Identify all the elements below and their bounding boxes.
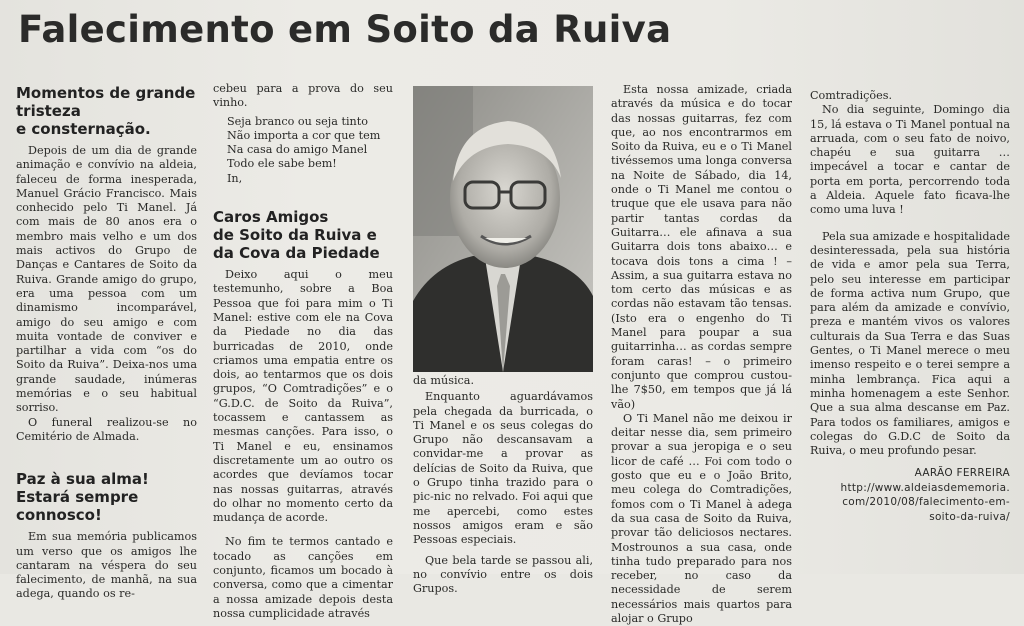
- heading-line: connosco!: [16, 506, 102, 525]
- paragraph: O funeral realizou-se no Cemitério de Almada.: [16, 415, 197, 443]
- heading-line: da Cova da Piedade: [213, 244, 380, 263]
- portrait-image: [413, 86, 593, 372]
- paragraph: Que bela tarde se passou ali, no convívio entre os dois Grupos.: [413, 553, 593, 596]
- source-url: com/2010/08/falecimento-em-: [842, 496, 1010, 509]
- heading-line: tristeza: [16, 102, 81, 120]
- heading-line: e consternação.: [16, 120, 151, 138]
- paragraph: da música.: [413, 374, 475, 387]
- author-name: AARÃO FERREIRA: [914, 467, 1010, 480]
- column-5: [810, 89, 1010, 524]
- paragraph: No fim te termos cantado e tocado as canções em conjunto, ficamos um bocado à conversa, como que a cimentar a nossa amizade depois desta nossa cumplicidade através: [213, 535, 393, 620]
- verse-line: Na casa do amigo Manel: [227, 143, 368, 157]
- heading-line: Momentos de grande: [16, 84, 196, 102]
- column-4: [611, 83, 792, 626]
- heading-line: Estará sempre: [16, 488, 139, 507]
- portrait-photo: [413, 86, 593, 372]
- heading-line: de Soito da Ruiva e: [213, 226, 377, 245]
- column-2: [213, 82, 393, 621]
- author-signature: [810, 466, 1010, 524]
- paragraph: Esta nossa amizade, criada através da música e do tocar das nossas guitarras, fez com que, ao nos encontrarmos em Soito da Ruiva, eu e o Ti Manel tivéssemos uma longa conversa na Noite de Sábado, dia 14, onde o Ti Manel me contou o truque que ele usava para não partir tantas cordas da Guitarra… ele afinava a sua Guitarra dois tons abaixo… e tocava dois tons a cima ! – Assim, a sua guitarra estava no tom certo das músicas e as cordas não estavam tão tensas. (Isto era o engenho do Ti Manel para poupar a sua guitarrinha… as cordas sempre foram caras! – o primeiro conjunto que comprou custou-lhe 7$50, em tempos que já lá vão): [611, 83, 792, 411]
- verse-line: Não importa a cor que tem: [227, 128, 381, 142]
- verse-line: In,: [227, 171, 243, 185]
- section-heading-moments: [16, 84, 197, 138]
- column-1: [16, 84, 197, 602]
- verse-line: Todo ele sabe bem!: [227, 157, 337, 171]
- heading-line: Paz à sua alma!: [16, 470, 149, 489]
- paragraph: cebeu para a prova do seu vinho.: [213, 82, 393, 110]
- paragraph: O Ti Manel não me deixou ir deitar nesse dia, sem primeiro provar a sua jeropiga e o seu licor de café … Foi com todo o gosto que eu e o João Brito, meu colega do Comtradições, fomos com o Ti Manel à adega da sua casa de Soito da Ruiva, provar tão deliciosos nectares. Mostrounos a sua casa, onde tinha tudo preparado para nos receber, no caso da necessidade de serem necessários mais quartos para alojar o Grupo: [611, 411, 792, 625]
- paragraph: Deixo aqui o meu testemunho, sobre a Boa Pessoa que foi para mim o Ti Manel: estive com ele na Cova da Piedade no dia das burricadas de 2010, onde criamos uma empatia entre os dois, ao tentarmos que os dois grupos, “O Comtradições” e o “G.D.C. de Soito da Ruiva”, tocassem e cantassem as mesmas canções. Para isso, o Ti Manel e eu, ensinamos discretamente um ao outro os acordes que devíamos tocar nas nossas guitarras, através do olhar no momento certo da mudança de acorde.: [213, 268, 393, 525]
- paragraph: Comtradições.: [810, 89, 893, 102]
- section-heading-friends: [213, 208, 393, 262]
- paragraph: Pela sua amizade e hospitalidade desinteressada, pela sua história de vida e amor pela sua Terra, pelo seu interesse em participar de forma activa num Grupo, que para além da amizade e convívio, preza e mantém vivos os valores culturais da Sua Terra e das Suas Gentes, o Ti Manel merece o meu imenso respeito e o terei sempre a minha lembrança. Fica aqui a minha homenagem a este Senhor. Que a sua alma descanse em Paz. Para todos os familiares, amigos e colegas do G.D.C de Soito da Ruiva, o meu profundo pesar.: [810, 229, 1010, 458]
- column-3: [413, 374, 593, 596]
- section-heading-peace: [16, 470, 197, 524]
- paragraph: Depois de um dia de grande animação e convívio na aldeia, faleceu de forma inesperada, Manuel Grácio Francisco. Mais conhecido pelo Ti Manel. Já com mais de 80 anos era o membro mais velho e um dos mais activos do Grupo de Danças e Cantares de Soito da Ruiva. Grande amigo do grupo, era uma pessoa com um dinamismo incomparável, amigo do seu amigo e com muita vontade de conviver e partilhar a vida com “os do Soito da Ruiva”. Deixa-nos uma grande saudade, inúmeras memórias e o seu habitual sorriso.: [16, 144, 197, 415]
- paragraph: No dia seguinte, Domingo dia 15, lá estava o Ti Manel pontual na arruada, com o seu fato de noivo, chapéu e sua guitarra … impecável a tocar e cantar de porta em porta, percorrendo toda a Aldeia. Aquele fato ficava-lhe como uma luva !: [810, 103, 1010, 217]
- paragraph: Em sua memória publicamos um verso que os amigos lhe cantaram na véspera do seu falecimento, de manhã, na sua adega, quando os re-: [16, 530, 197, 601]
- headline: Falecimento em Soito da Ruiva: [18, 8, 672, 51]
- source-url: http://www.aldeiasdememoria.: [840, 481, 1010, 494]
- heading-line: Caros Amigos: [213, 208, 329, 227]
- verse: [213, 115, 393, 186]
- source-url: soito-da-ruiva/: [929, 510, 1010, 523]
- paragraph: Enquanto aguardávamos pela chegada da burricada, o Ti Manel e os seus colegas do Grupo não descansavam a convidar-me a provar as delícias de Soito da Ruiva, que o Grupo tinha trazido para o pic-nic no relvado. Foi aqui que me apercebi, como estes nossos amigos eram e são Pessoas especiais.: [413, 390, 593, 547]
- verse-line: Seja branco ou seja tinto: [227, 114, 368, 128]
